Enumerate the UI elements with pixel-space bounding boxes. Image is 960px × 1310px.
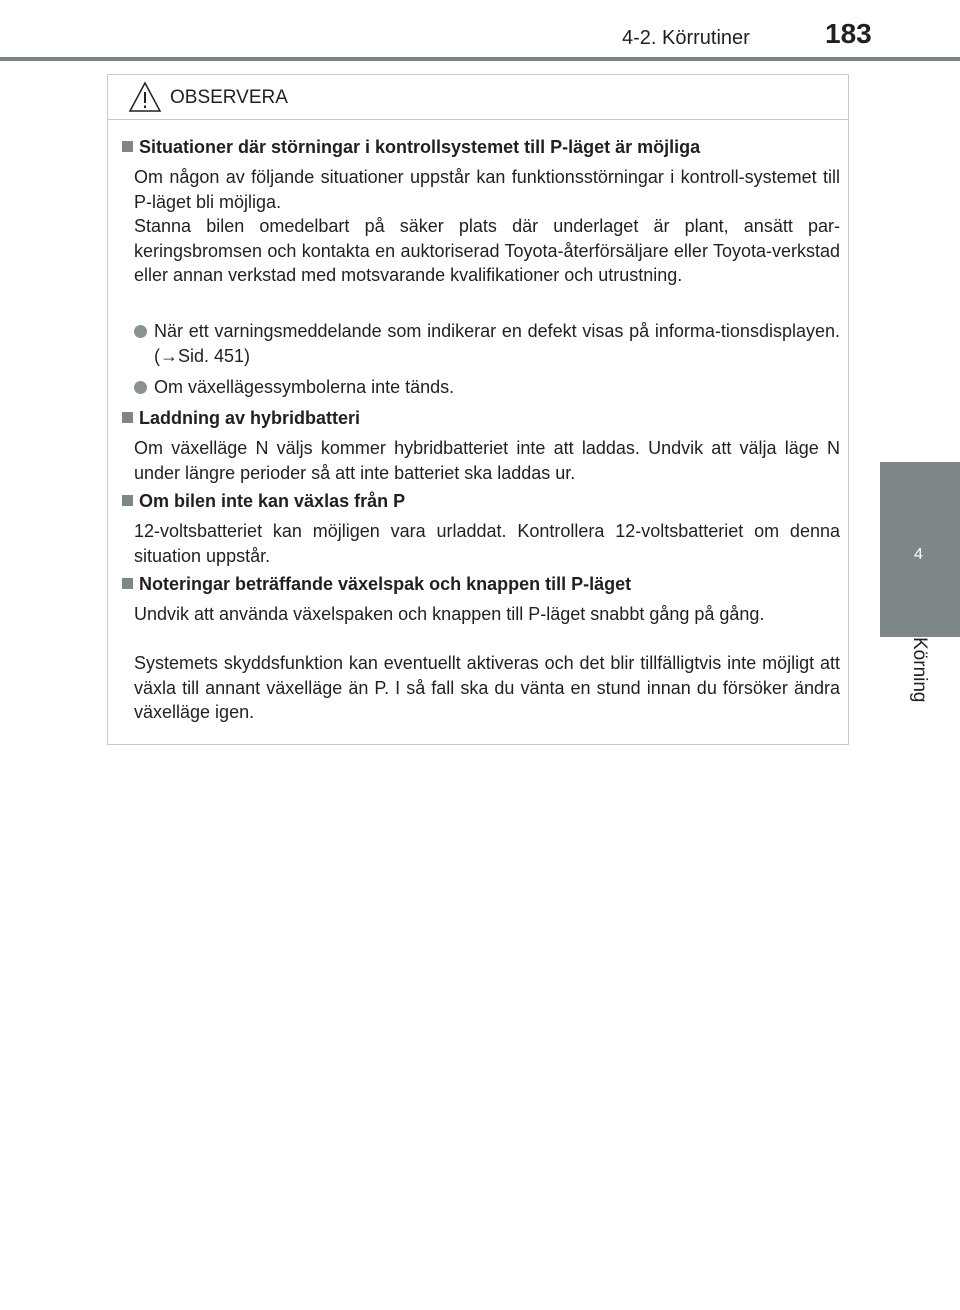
- chapter-number-tab: [880, 462, 960, 637]
- paragraph: Om någon av följande situationer uppstår kan funktionsstörningar i kontroll-systemet till P-läget bli möjliga.: [134, 167, 840, 212]
- section-heading-text: Situationer där störningar i kontrollsystemet till P-läget är möjliga: [139, 137, 701, 157]
- page-number: 183: [825, 18, 872, 49]
- notice-box: [107, 74, 849, 745]
- section-heading-text: Om bilen inte kan växlas från P: [139, 491, 406, 511]
- chapter-side-tab: [880, 62, 960, 1310]
- paragraph: Systemets skyddsfunktion kan eventuellt aktiveras och det blir tillfälligtvis inte möjligt att växla till annant växelläge än P. I så fall ska du vänta en stund innan du försöker ändra växelläge igen.: [134, 653, 840, 722]
- chapter-number: 4: [914, 546, 923, 563]
- section-heading-text: Laddning av hybridbatteri: [139, 408, 361, 428]
- bullet-dot-icon: [134, 381, 147, 394]
- square-bullet-icon: [122, 412, 133, 423]
- list-item-text: Om växellägessymbolerna inte tänds.: [154, 377, 455, 397]
- section-heading: [122, 137, 700, 158]
- paragraph: Undvik att använda växelspaken och knappen till P-läget snabbt gång på gång.: [134, 604, 765, 624]
- paragraph: Om växelläge N väljs kommer hybridbatteriet inte att laddas. Undvik att välja läge N under längre perioder så att inte batteriet ska laddas ur.: [134, 438, 840, 483]
- chapter-label: Körning: [909, 637, 930, 703]
- paragraph: Stanna bilen omedelbart på säker plats där underlaget är plant, ansätt par-keringsbromsen och kontakta en auktoriserad Toyota-återförsäljare eller Toyota-verkstad eller annan verkstad med motsvarande kvalifikationer och utrustning.: [134, 216, 840, 285]
- section-title: 4-2. Körrutiner: [622, 27, 750, 49]
- section-heading: [122, 574, 631, 595]
- notice-header: [108, 75, 848, 120]
- page-header: [0, 0, 960, 62]
- notice-title: OBSERVERA: [170, 87, 288, 108]
- warning-triangle-icon: [128, 81, 162, 113]
- section-heading-text: Noteringar beträffande växelspak och knappen till P-läget: [139, 574, 632, 594]
- square-bullet-icon: [122, 495, 133, 506]
- list-item: [134, 375, 840, 400]
- paragraph: 12-voltsbatteriet kan möjligen vara urladdat. Kontrollera 12-voltsbatteriet om denna situation uppstår.: [134, 521, 840, 566]
- square-bullet-icon: [122, 141, 133, 152]
- section-heading: [122, 408, 360, 429]
- list-item: [134, 319, 840, 368]
- section-heading: [122, 491, 405, 512]
- square-bullet-icon: [122, 578, 133, 589]
- list-item-text: När ett varningsmeddelande som indikerar en defekt visas på informa-tionsdisplayen. (→Sid. 451): [154, 321, 840, 366]
- chapter-label-box: [880, 637, 960, 737]
- header-rule: [0, 57, 960, 61]
- bullet-dot-icon: [134, 325, 147, 338]
